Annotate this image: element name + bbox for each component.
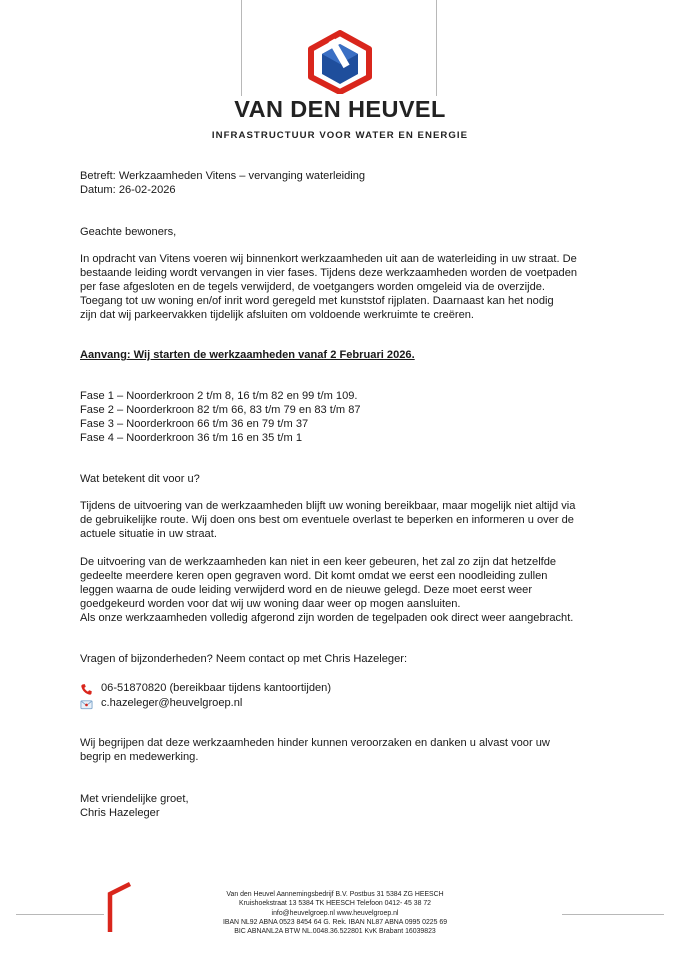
salutation: Geachte bewoners, [80,226,177,238]
contact-intro: Vragen of bijzonderheden? Neem contact op met Chris Hazeleger: [80,653,408,665]
paragraph-line: zijn dat wij parkeervakken tijdelijk afsluiten om voldoende werkruimte te creëren. [80,308,475,321]
footer-line: Van den Heuvel Aannemingsbedrijf B.V. Postbus 31 5384 ZG HEESCH [226,891,444,898]
company-tagline: INFRASTRUCTUUR VOOR WATER EN ENERGIE [211,130,469,141]
paragraph-line: per fase afgesloten en de tegels verwijderd, de voetgangers worden omgeleid via de overzijde. [80,280,545,293]
signature-name: Chris Hazeleger [80,806,160,819]
paragraph-line: actuele situatie in uw straat. [80,527,217,540]
contact-email-link[interactable]: c.hazeleger@heuvelgroep.nl [101,697,243,710]
red-corner-mark-icon [104,882,134,934]
date-line: Datum: 26-02-2026 [80,183,176,196]
footer-line: BIC ABNANL2A BTW NL.0048.36.522801 KvK Brabant 16039823 [234,928,436,936]
phase-item: Fase 4 – Noorderkroon 36 t/m 16 en 35 t/m 1 [80,431,302,444]
contact-email-row [80,697,242,711]
sign-off: Met vriendelijke groet, [80,793,189,805]
paragraph-line: In opdracht van Vitens voeren wij binnenkort werkzaamheden uit aan de waterleiding in uw straat. De [80,253,577,265]
phase-list [80,390,620,446]
contact-phone-row [80,682,331,696]
phone-icon [80,683,93,696]
phase-item: Fase 2 – Noorderkroon 82 t/m 66, 83 t/m 79 en 83 t/m 87 [80,403,361,416]
access-paragraph [80,500,620,542]
paragraph-line: bestaande leiding wordt vervangen in vier fases. Tijdens deze werkzaamheden worden de voetpaden [80,266,578,279]
start-notice: Aanvang: Wij starten de werkzaamheden vanaf 2 Februari 2026. [80,349,415,361]
intro-paragraph [80,253,620,323]
header-rule-right [436,0,437,96]
paragraph-line: begrip en medewerking. [80,750,199,763]
paragraph-line: De uitvoering van de werkzaamheden kan niet in een keer gebeuren, het zal zo zijn dat hetzelfde [80,556,557,568]
contact-phone[interactable]: 06-51870820 (bereikbaar tijdens kantoortijden) [101,682,332,695]
header-rule-left [241,0,242,96]
sign-off-block [80,793,620,821]
cube-logo-icon [306,30,374,94]
closing-paragraph [80,737,620,765]
footer-rule-right [562,914,664,915]
email-icon [80,698,93,711]
paragraph-line: de gebruikelijke route. Wij doen ons best om eventuele overlast te beperken en informeren u over de [80,513,574,526]
footer-rule-left [16,914,104,915]
footer-line: info@heuvelgroep.nl www.heuvelgroep.nl [271,909,399,917]
section-question: Wat betekent dit voor u? [80,473,200,485]
footer-line: IBAN NL92 ABNA 0523 8454 64 G. Rek. IBAN NL87 ABNA 0995 0225 69 [222,918,448,926]
company-name: VAN DEN HEUVEL [234,96,446,122]
paragraph-line: leggen waarna de oude leiding verwijderd word en de nieuwe gelegd. Deze moet eerst weer [80,583,533,596]
letter-meta [80,170,620,198]
paragraph-line: gedeelte meerdere keren open gegraven word. Dit komt omdat we eerst een noodleiding zullen [80,569,548,582]
footer-line: Kruishoekstraat 13 5384 TK HEESCH Telefoon 0412- 45 38 72 [238,900,432,908]
paragraph-line: goedgekeurd worden voor dat wij uw woning daar weer op mogen aansluiten. [80,597,461,610]
subject-line: Betreft: Werkzaamheden Vitens – vervanging waterleiding [80,170,366,182]
execution-paragraph [80,556,620,626]
paragraph-line: Toegang tot uw woning en/of inrit word geregeld met kunststof rijplaten. Daarnaast kan het nodig [80,294,554,307]
paragraph-line: Als onze werkzaamheden volledig afgerond zijn worden de tegelpaden ook direct weer aangebracht. [80,611,574,624]
phase-item: Fase 3 – Noorderkroon 66 t/m 36 en 79 t/m 37 [80,417,309,430]
paragraph-line: Tijdens de uitvoering van de werkzaamheden blijft uw woning bereikbaar, maar mogelijk niet altijd via [80,500,576,512]
phase-item: Fase 1 – Noorderkroon 2 t/m 8, 16 t/m 82 en 99 t/m 109. [80,390,358,402]
company-footer [180,890,490,936]
paragraph-line: Wij begrijpen dat deze werkzaamheden hinder kunnen veroorzaken en danken u alvast voor uw [80,737,550,749]
